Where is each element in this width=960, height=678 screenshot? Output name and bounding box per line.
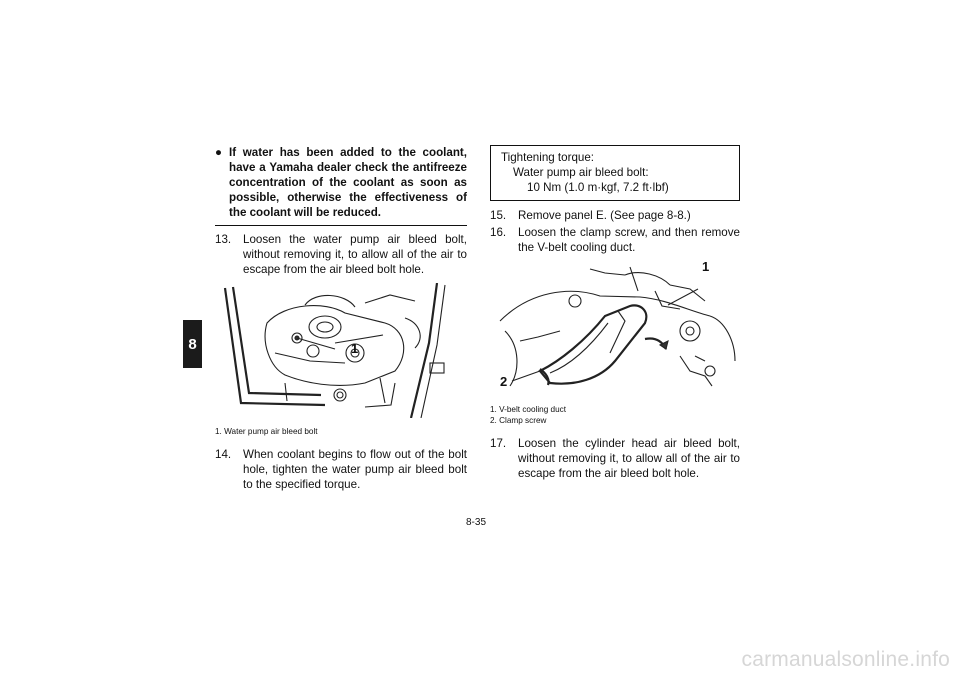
- chapter-tab: 8: [183, 320, 202, 368]
- step-17: [490, 436, 740, 481]
- watermark: carmanualsonline.info: [741, 648, 950, 671]
- left-column: [215, 145, 467, 492]
- figure2-caption-2: 2. Clamp screw: [490, 416, 547, 425]
- step-text: Loosen the clamp screw, and then remove the V-belt cooling duct.: [518, 226, 740, 254]
- step-16: [490, 225, 740, 255]
- figure-water-pump: [215, 283, 467, 437]
- torque-title: Tightening torque:: [501, 151, 595, 164]
- figure1-callout-1: 1: [351, 341, 359, 356]
- step-14: [215, 447, 467, 492]
- bullet-icon: ●: [215, 146, 223, 159]
- figure2-caption-1: 1. V-belt cooling duct: [490, 405, 567, 414]
- step-number: 13.: [215, 233, 232, 246]
- right-column: [490, 145, 740, 481]
- step-text: Loosen the cylinder head air bleed bolt, without removing it, to allow all of the air to escape from the air bleed bolt hole.: [518, 437, 740, 480]
- step-number: 17.: [490, 437, 507, 450]
- torque-value: 10 Nm (1.0 m·kgf, 7.2 ft·lbf): [527, 181, 669, 194]
- step-15: [490, 208, 740, 223]
- torque-spec-box: [490, 145, 740, 201]
- step-13: [215, 232, 467, 277]
- cooling-duct-illustration: [490, 261, 740, 396]
- step-number: 14.: [215, 448, 232, 461]
- torque-item: Water pump air bleed bolt:: [513, 166, 649, 179]
- step-number: 16.: [490, 226, 507, 239]
- step-number: 15.: [490, 209, 507, 222]
- figure-cooling-duct: [490, 261, 740, 426]
- warning-text: If water has been added to the coolant, have a Yamaha dealer check the antifreeze concentration of the coolant as soon as possible, otherwise the effectiveness of the coolant will be reduced.: [229, 146, 467, 219]
- step-text: Remove panel E. (See page 8-8.): [518, 209, 691, 222]
- figure1-caption: 1. Water pump air bleed bolt: [215, 427, 318, 436]
- water-pump-illustration: [215, 283, 467, 418]
- step-text: When coolant begins to flow out of the bolt hole, tighten the water pump air bleed bolt to the specified torque.: [243, 448, 467, 491]
- figure2-callout-1: 1: [702, 259, 710, 274]
- figure2-callout-2: 2: [500, 374, 508, 389]
- step-text: Loosen the water pump air bleed bolt, without removing it, to allow all of the air to escape from the air bleed bolt hole.: [243, 233, 467, 276]
- warning-divider: [215, 225, 467, 226]
- page-number: 8-35: [466, 517, 487, 528]
- warning-note: [215, 145, 467, 220]
